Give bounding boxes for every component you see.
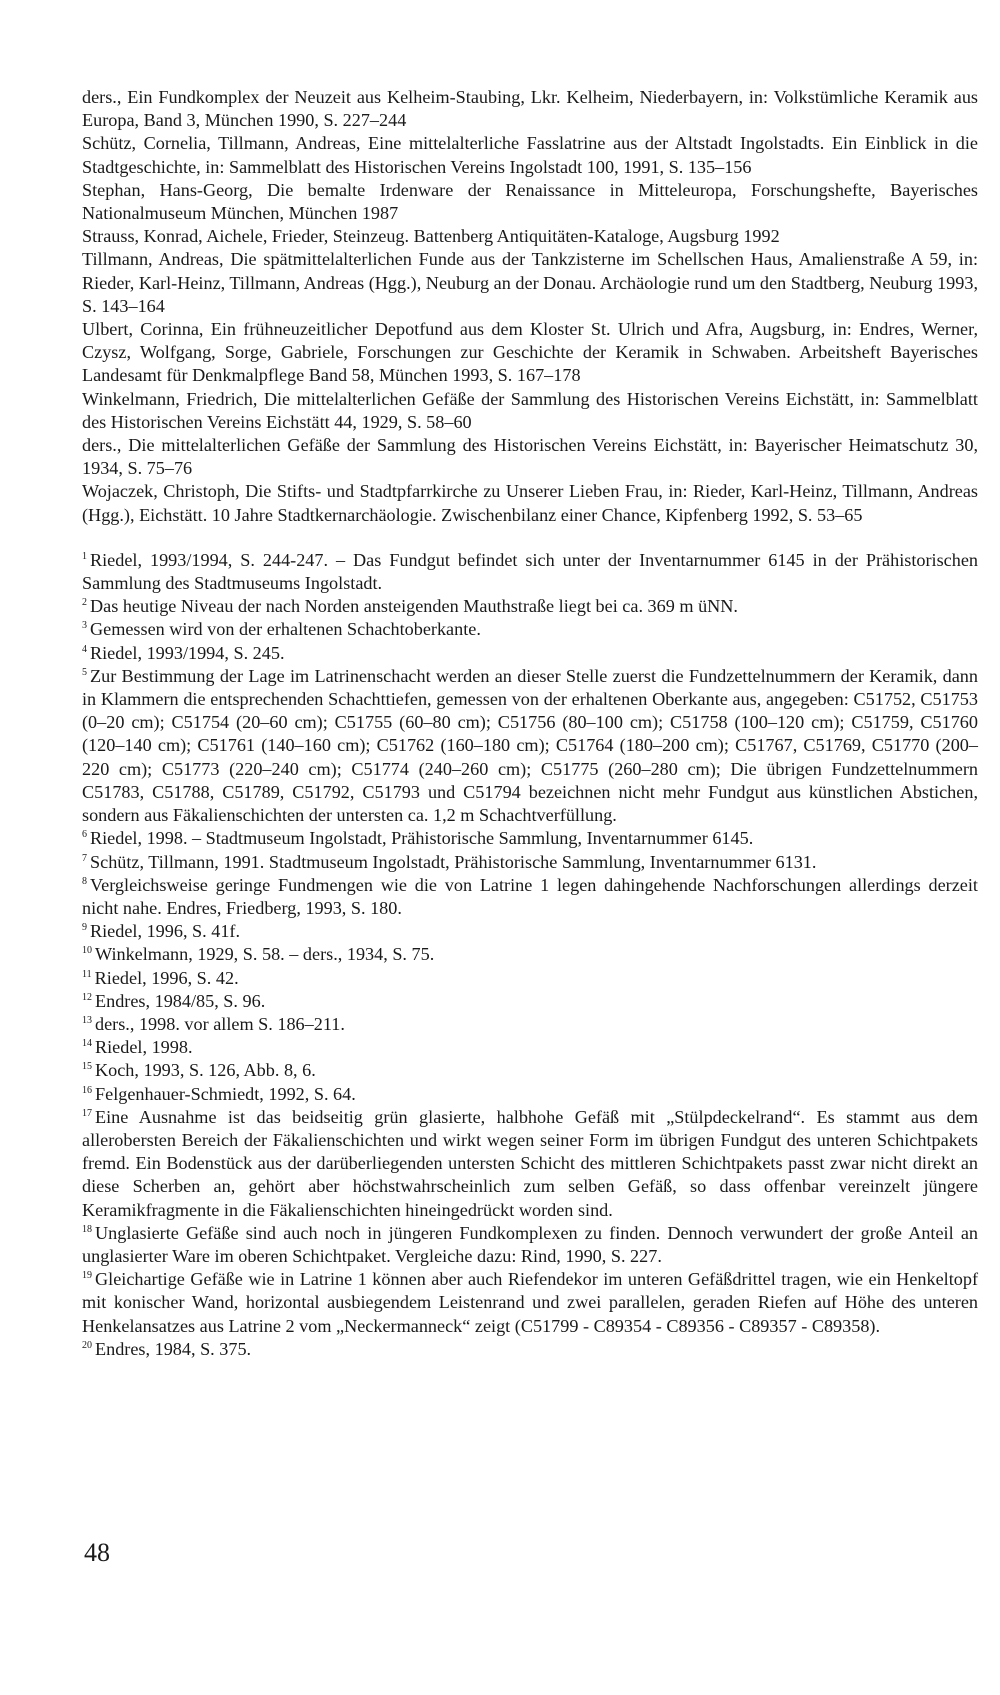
- footnote-text: Eine Ausnahme ist das beidseitig grün glasierte, halbhohe Gefäß mit „Stülpdeckelrand“. Es stammt aus dem allerobersten Bereich der Fäkalienschichten und wirkt wegen seiner Form im übrigen Fundgut des unteren Schichtpakets fremd. Ein Bodenstück aus der darüberliegenden untersten Schicht des mittleren Schichtpakets passt zwar nicht direkt an diese Scherben an, gehört aber höchstwahrscheinlich zum selben Gefäß, so dass offenbar vereinzelt jüngere Keramikfragmente in die Fäkalienschichten hineingedrückt worden sind.: [82, 1106, 978, 1220]
- footnote-number: 6: [82, 829, 87, 841]
- footnote-number: 10: [82, 945, 92, 957]
- footnote-number: 20: [82, 1339, 92, 1351]
- footnote-text: Unglasierte Gefäße sind auch noch in jüngeren Fundkomplexen zu finden. Dennoch verwundert der große Anteil an unglasierter Ware im oberen Schichtpaket. Vergleiche dazu: Rind, 1990, S. 227.: [82, 1222, 978, 1266]
- footnote: [82, 1059, 978, 1082]
- footnote-number: 12: [82, 991, 92, 1003]
- footnote: [82, 549, 978, 595]
- footnote: [82, 1268, 978, 1338]
- bibliography-entry: Strauss, Konrad, Aichele, Frieder, Steinzeug. Battenberg Antiquitäten-Kataloge, Augsburg 1992: [82, 226, 780, 247]
- footnote-number: 11: [82, 968, 92, 980]
- footnote-text: Endres, 1984/85, S. 96.: [95, 990, 266, 1011]
- footnote: [82, 665, 978, 827]
- footnote-text: Endres, 1984, S. 375.: [95, 1338, 252, 1359]
- footnote-text: Winkelmann, 1929, S. 58. – ders., 1934, S. 75.: [95, 944, 435, 965]
- bibliography-entry: Tillmann, Andreas, Die spätmittelalterlichen Funde aus der Tankzisterne im Schellschen Haus, Amalienstraße A 59, in: Rieder, Karl-Heinz, Tillmann, Andreas (Hgg.), Neuburg an der Donau. Archäologie rund um den Stadtberg, Neuburg 1993, S. 143–164: [82, 249, 978, 316]
- footnote: [82, 990, 978, 1013]
- footnote-number: 9: [82, 922, 87, 934]
- bibliography-entry: Wojaczek, Christoph, Die Stifts- und Stadtpfarrkirche zu Unserer Lieben Frau, in: Rieder, Karl-Heinz, Tillmann, Andreas (Hgg.), Eichstätt. 10 Jahre Stadtkernarchäologie. Zwischenbilanz einer Chance, Kipfenberg 1992, S. 53–65: [82, 481, 978, 525]
- footnote-number: 1: [82, 550, 87, 562]
- footnote: [82, 1013, 978, 1036]
- footnote-number: 15: [82, 1061, 92, 1073]
- bibliography-entry: Stephan, Hans-Georg, Die bemalte Irdenware der Renaissance in Mitteleuropa, Forschungshefte, Bayerisches Nationalmuseum München, München 1987: [82, 179, 978, 224]
- footnote-text: Riedel, 1998. – Stadtmuseum Ingolstadt, Prähistorische Sammlung, Inventarnummer 6145.: [90, 828, 754, 849]
- footnote-number: 14: [82, 1038, 92, 1050]
- footnote-number: 7: [82, 852, 87, 864]
- footnote-text: Riedel, 1993/1994, S. 244-247. – Das Fundgut befindet sich unter der Inventarnummer 6145 in der Prähistorischen Sammlung des Stadtmuseums Ingolstadt.: [82, 549, 978, 594]
- footnote-text: Schütz, Tillmann, 1991. Stadtmuseum Ingolstadt, Prähistorische Sammlung, Inventarnummer 6131.: [90, 851, 817, 872]
- footnote-text: Vergleichsweise geringe Fundmengen wie die von Latrine 1 legen dahingehende Nachforschungen allerdings derzeit nicht nahe. Endres, Friedberg, 1993, S. 180.: [82, 874, 978, 918]
- page-number: 48: [84, 1538, 110, 1567]
- footnote-text: Das heutige Niveau der nach Norden ansteigenden Mauthstraße liegt bei ca. 369 m üNN.: [90, 596, 738, 617]
- footnote: [82, 827, 978, 850]
- footnote-number: 3: [82, 620, 87, 632]
- footnote-number: 16: [82, 1084, 92, 1096]
- footnote-text: Riedel, 1998.: [95, 1037, 193, 1058]
- footnote: [82, 874, 978, 920]
- footnote-text: ders., 1998. vor allem S. 186–211.: [95, 1013, 345, 1034]
- footnote: [82, 1222, 978, 1268]
- footnote-text: Zur Bestimmung der Lage im Latrinenschacht werden an dieser Stelle zuerst die Fundzettelnummern der Keramik, dann in Klammern die entsprechenden Schachttiefen, gemessen von der erhaltenen Oberkante aus, angegeben: C51752, C51753 (0–20 cm); C51754 (20–60 cm); C51755 (60–80 cm); C51756 (80–100 cm); C51758 (100–120 cm); C51759, C51760 (120–140 cm); C51761 (140–160 cm); C51762 (160–180 cm); C51764 (180–200 cm); C51767, C51769, C51770 (200–220 cm); C51773 (220–240 cm); C51774 (240–260 cm); C51775 (260–280 cm); Die übrigen Fundzettelnummern C51783, C51788, C51789, C51792, C51793 und C51794 bezeichnen nicht mehr Fundgut aus künstlichen Abstichen, sondern aus Fäkalienschichten der untersten ca. 1,2 m Schachtverfüllung.: [82, 665, 978, 826]
- footnote: [82, 967, 978, 990]
- page-body: [82, 86, 978, 1361]
- footnote: [82, 943, 978, 966]
- footnote-number: 17: [82, 1107, 92, 1119]
- footnote-text: Felgenhauer-Schmiedt, 1992, S. 64.: [95, 1083, 356, 1104]
- footnote-number: 8: [82, 875, 87, 887]
- footnote: [82, 1083, 978, 1106]
- footnote: [82, 595, 978, 618]
- footnote-text: Gleichartige Gefäße wie in Latrine 1 können aber auch Riefendekor im unteren Gefäßdrittel tragen, wie ein Henkeltopf mit konischer Wand, horizontal ausbiegendem Leistenrand und zwei parallelen, geraden Riefen auf Höhe des unteren Henkelansatzes aus Latrine 2 vom „Neckermanneck“ zeigt (C51799 - C89354 - C89356 - C89357 - C89358).: [82, 1269, 978, 1336]
- footnote-number: 18: [82, 1223, 92, 1235]
- footnote-number: 5: [82, 666, 87, 678]
- footnote: [82, 1036, 978, 1059]
- footnote-number: 13: [82, 1014, 92, 1026]
- footnotes-list: [82, 549, 978, 1361]
- bibliography-entry: Ulbert, Corinna, Ein frühneuzeitlicher Depotfund aus dem Kloster St. Ulrich und Afra, Augsburg, in: Endres, Werner, Czysz, Wolfgang, Sorge, Gabriele, Forschungen zur Geschichte der Keramik in Schwaben. Arbeitsheft Bayerisches Landesamt für Denkmalpflege Band 58, München 1993, S. 167–178: [82, 319, 978, 386]
- footnote-text: Riedel, 1993/1994, S. 245.: [90, 642, 285, 663]
- bibliography-entry: Winkelmann, Friedrich, Die mittelalterlichen Gefäße der Sammlung des Historischen Vereins Eichstätt, in: Sammelblatt des Historischen Vereins Eichstätt 44, 1929, S. 58–60: [82, 388, 978, 432]
- footnote-number: 4: [82, 643, 87, 655]
- footnote: [82, 642, 978, 665]
- footnote-text: Gemessen wird von der erhaltenen Schachtoberkante.: [90, 619, 481, 640]
- bibliography-entry: Schütz, Cornelia, Tillmann, Andreas, Eine mittelalterliche Fasslatrine aus der Altstadt Ingolstadts. Ein Einblick in die Stadtgeschichte, in: Sammelblatt des Historischen Vereins Ingolstadt 100, 1991, S. 135–156: [82, 133, 978, 177]
- footnote: [82, 618, 978, 641]
- footnote-text: Riedel, 1996, S. 42.: [94, 967, 239, 988]
- bibliography-entry: ders., Ein Fundkomplex der Neuzeit aus Kelheim-Staubing, Lkr. Kelheim, Niederbayern, in: Volkstümliche Keramik aus Europa, Band 3, München 1990, S. 227–244: [82, 87, 978, 131]
- footnote-number: 2: [82, 597, 87, 609]
- footnote: [82, 851, 978, 874]
- footnote-number: 19: [82, 1270, 92, 1282]
- footnote: [82, 1106, 978, 1222]
- footnote-text: Koch, 1993, S. 126, Abb. 8, 6.: [95, 1060, 316, 1081]
- bibliography-list: [82, 86, 978, 527]
- footnote: [82, 1338, 978, 1361]
- bibliography-entry: ders., Die mittelalterlichen Gefäße der Sammlung des Historischen Vereins Eichstätt, in: Bayerischer Heimatschutz 30, 1934, S. 75–76: [82, 435, 978, 479]
- footnote: [82, 920, 978, 943]
- footnote-text: Riedel, 1996, S. 41f.: [90, 921, 241, 942]
